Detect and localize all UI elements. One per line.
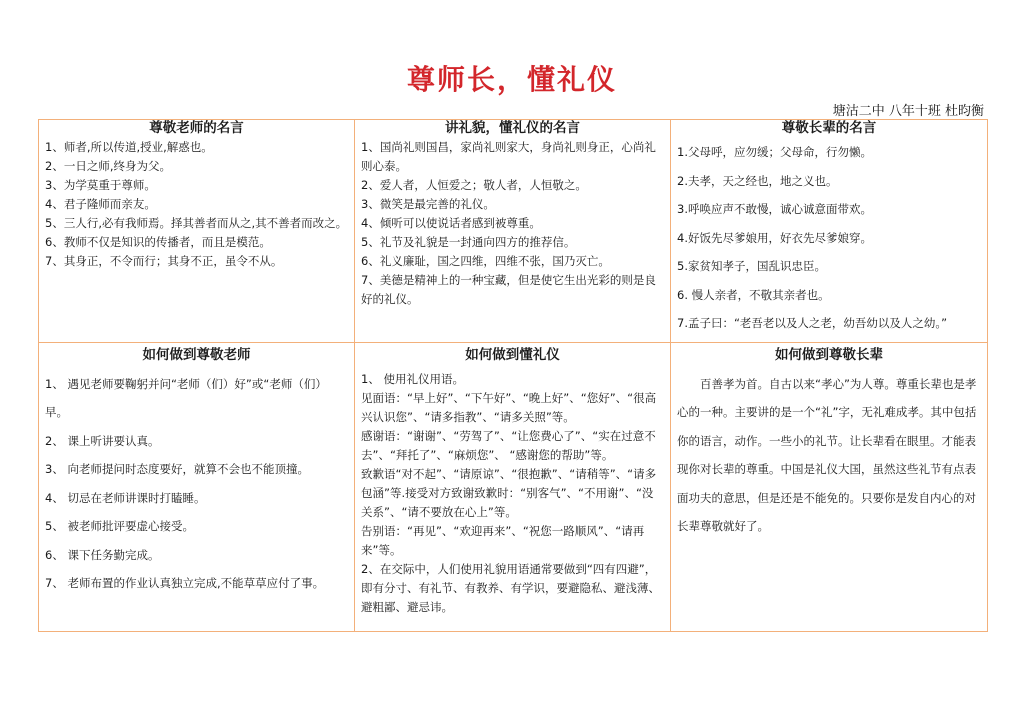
list-item: 2、一日之师,终身为父。 <box>45 159 171 173</box>
list-item: 7、其身正，不令而行；其身不正，虽令不从。 <box>45 254 283 268</box>
author-line: 塘沽二中 八年十班 杜昀衡 <box>832 104 984 119</box>
content-table <box>38 119 988 632</box>
table-row <box>39 120 988 343</box>
list-item: 4、君子隆师而亲友。 <box>45 197 156 211</box>
list-item: 5.家贫知孝子，国乱识忠臣。 <box>677 259 826 273</box>
cell-heading: 讲礼貌，懂礼仪的名言 <box>445 120 580 136</box>
cell-respect-elders-quotes <box>671 120 988 343</box>
list-item: 4.好饭先尽爹娘用，好衣先尽爹娘穿。 <box>677 230 872 245</box>
list-item: 6、礼义廉耻，国之四维，四维不张，国乃灭亡。 <box>361 254 610 268</box>
list-item: 7、 老师布置的作业认真独立完成,不能草草应付了事。 <box>45 576 325 590</box>
list-item: 1、 使用礼仪用语。 <box>361 371 464 386</box>
list-item: 5、三人行,必有我师焉。择其善者而从之,其不善者而改之。 <box>45 216 348 230</box>
list-item: 4、 切忌在老师讲课时打瞌睡。 <box>45 490 206 505</box>
list-item: 5、 被老师批评要虚心接受。 <box>45 519 194 533</box>
list-item: 1、 遇见老师要鞠躬并问“老师（们）好”或“老师（们）早。 <box>45 376 327 419</box>
cell-heading: 尊敬长辈的名言 <box>781 120 877 136</box>
list-item: 见面语：“早上好”、“下午好”、“晚上好”、“您好”、“很高兴认识您”、“请多指教”、“请多关照”等。 <box>361 390 657 424</box>
list-item: 3.呼唤应声不敢慢，诚心诚意面带欢。 <box>677 202 872 216</box>
list-item: 2、爱人者，人恒爱之；敬人者，人恒敬之。 <box>361 178 587 192</box>
list-item: 告别语：“再见”、“欢迎再来”、“祝您一路顺风”、“请再来”等。 <box>361 523 645 557</box>
list-item: 3、 向老师提问时态度要好，就算不会也不能顶撞。 <box>45 462 309 476</box>
table-row <box>39 342 988 631</box>
cell-heading: 如何做到尊敬长辈 <box>775 346 883 363</box>
cell-how-respect-teacher <box>39 342 355 631</box>
list-item: 6、教师不仅是知识的传播者，而且是模范。 <box>45 235 271 249</box>
list-item: 1、师者,所以传道,授业,解惑也。 <box>45 140 213 154</box>
list-item: 7.孟子曰：“老吾老以及人之老，幼吾幼以及人之幼。” <box>677 316 948 330</box>
list-item: 2、在交际中，人们使用礼貌用语通常要做到“四有四避”，即有分寸、有礼节、有教养、有学识，要避隐私、避浅薄、避粗鄙、避忌讳。 <box>361 561 660 614</box>
cell-etiquette-quotes <box>355 120 671 343</box>
paragraph: 百善孝为首。自古以来“孝心”为人尊。尊重长辈也是孝心的一种。主要讲的是一个“礼”字，无礼难成孝。其中包括你的语言，动作。一些小的礼节。让长辈看在眼里。才能表现你对长辈的尊重。中国是礼仪大国，虽然这些礼节有点表面功夫的意思，但是还是不能免的。只要你是发自内心的对长辈尊敬就好了。 <box>677 376 977 533</box>
cell-how-respect-elders <box>671 342 988 631</box>
cell-heading: 如何做到懂礼仪 <box>465 346 560 363</box>
page-title: 尊师长，懂礼仪 <box>406 63 617 96</box>
list-item: 1.父母呼，应勿缓；父母命，行勿懒。 <box>677 145 872 159</box>
list-item: 2.夫孝，天之经也，地之义也。 <box>677 173 838 188</box>
list-item: 6. 慢人亲者，不敬其亲者也。 <box>677 287 830 302</box>
cell-heading: 尊敬老师的名言 <box>149 120 244 136</box>
list-item: 5、礼节及礼貌是一封通向四方的推荐信。 <box>361 235 576 249</box>
list-item: 感谢语：“谢谢”、“劳驾了”、“让您费心了”、“实在过意不去”、“拜托了”、“麻烦您”、 “感谢您的帮助”等。 <box>361 428 656 462</box>
list-item: 2、 课上听讲要认真。 <box>45 433 160 448</box>
list-item: 1、国尚礼则国昌，家尚礼则家大，身尚礼则身正，心尚礼则心泰。 <box>361 140 656 173</box>
list-item: 3、微笑是最完善的礼仪。 <box>361 197 495 211</box>
cell-respect-teacher-quotes <box>39 120 355 343</box>
list-item: 致歉语“对不起”、“请原谅”、“很抱歉”、“请稍等”、“请多包涵”等.接受对方致谢致歉时：“别客气”、“不用谢”、“没关系”、“请不要放在心上”等。 <box>361 466 657 519</box>
cell-heading: 如何做到尊敬老师 <box>142 346 251 363</box>
list-item: 4、倾听可以使说话者感到被尊重。 <box>361 216 541 230</box>
list-item: 3、为学莫重于尊师。 <box>45 178 156 192</box>
cell-how-etiquette <box>355 342 671 631</box>
list-item: 7、美德是精神上的一种宝藏，但是使它生出光彩的则是良好的礼仪。 <box>361 273 656 306</box>
list-item: 6、 课下任务勤完成。 <box>45 547 160 562</box>
